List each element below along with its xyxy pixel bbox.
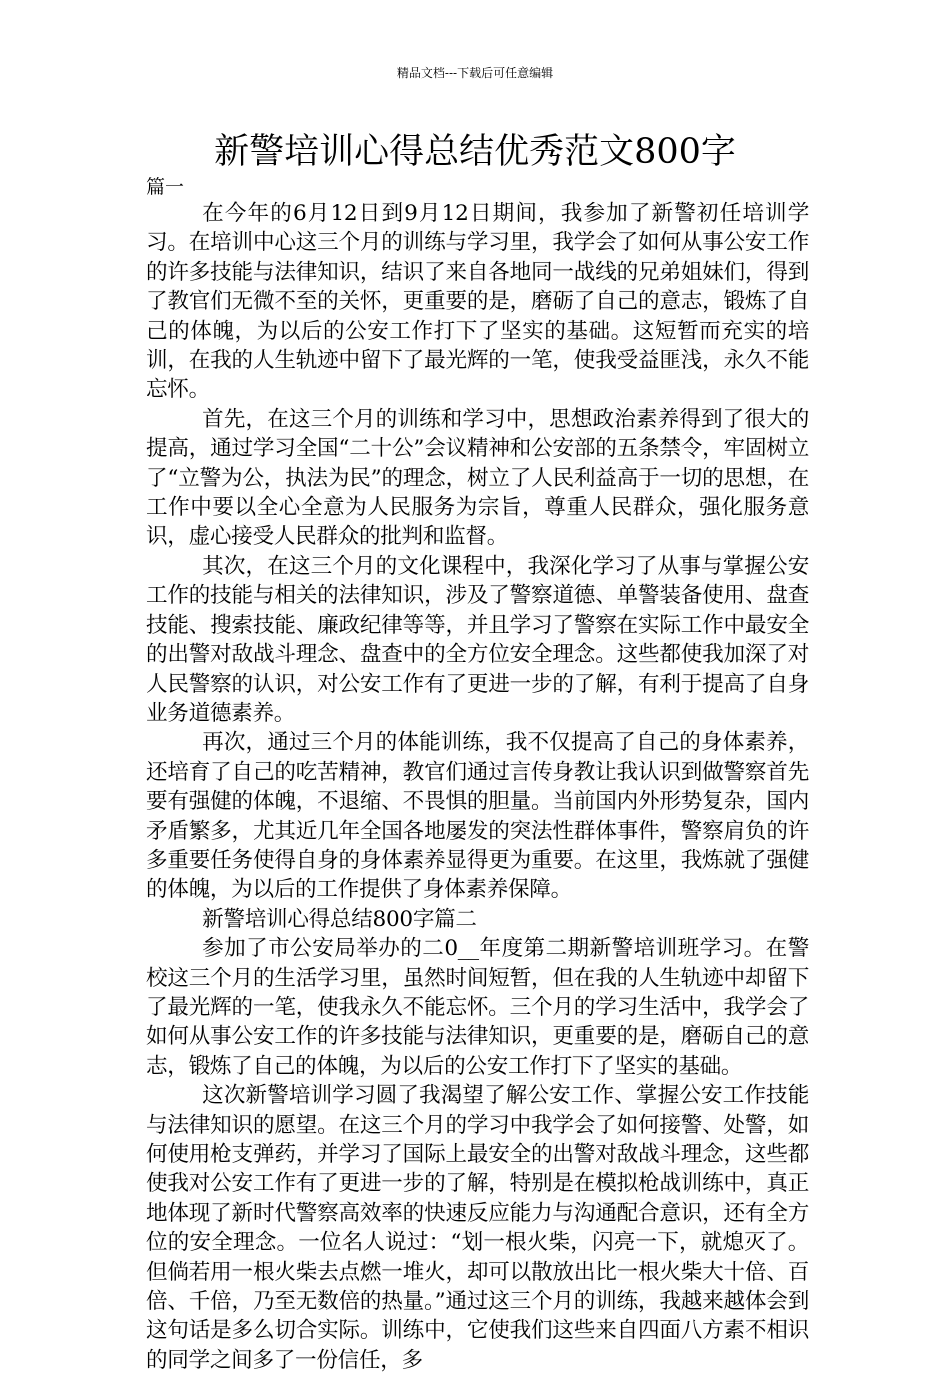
- page-header: 精品文档---下载后可任意编辑: [396, 66, 554, 80]
- paragraph: 这次新警培训学习圆了我渴望了解公安工作、掌握公安工作技能与法律知识的愿望。在这三个月的学习中我学会了如何接警、处警，如何使用枪支弹药，并学习了国际上最安全的出警对敌战斗理念，这些都使我对公安工作有了更进一步的了解，特别是在模拟枪战训练中，真正地体现了新时代警察高效率的快速反应能力与沟通配合意识，还有全方位的安全理念。一位名人说过：“划一根火柴，闪亮一下，就熄灭了。但倘若用一根火柴去点燃一堆火，却可以散放出比一根火柴大十倍、百倍、千倍，乃至无数倍的热量。”通过这三个月的训练，我越来越体会到这句话是多么切合实际。训练中，它使我们这些来自四面八方素不相识的同学之间多了一份信任，多: [146, 1083, 809, 1373]
- paragraph: 首先，在这三个月的训练和学习中，思想政治素养得到了很大的提高，通过学习全国“二十公”会议精神和公安部的五条禁令，牢固树立了“立警为公，执法为民”的理念，树立了人民利益高于一切的思想，在工作中要以全心全意为人民服务为宗旨，尊重人民群众，强化服务意识，虚心接受人民群众的批判和监督。: [146, 406, 809, 550]
- paragraph: 参加了市公安局举办的二0__年度第二期新警培训班学习。在警校这三个月的生活学习里，虽然时间短暂，但在我的人生轨迹中却留下了最光辉的一笔，使我永久不能忘怀。三个月的学习生活中，我学会了如何从事公安工作的许多技能与法律知识，更重要的是，磨砺自己的意志，锻炼了自己的体魄，为以后的公安工作打下了坚实的基础。: [146, 936, 809, 1079]
- section-subheading: 新警培训心得总结800字篇二: [202, 906, 477, 932]
- paragraph: 在今年的6月12日到9月12日期间，我参加了新警初任培训学习。在培训中心这三个月的训练与学习里，我学会了如何从事公安工作的许多技能与法律知识，结识了来自各地同一战线的兄弟姐妹们，得到了教官们无微不至的关怀，更重要的是，磨砺了自己的意志，锻炼了自己的体魄，为以后的公安工作打下了坚实的基础。这短暂而充实的培训，在我的人生轨迹中留下了最光辉的一笔，使我受益匪浅，永久不能忘怀。: [146, 201, 809, 403]
- paragraph: 其次，在这三个月的文化课程中，我深化学习了从事与掌握公安工作的技能与相关的法律知识，涉及了警察道德、单警装备使用、盘查技能、搜索技能、廉政纪律等等，并且学习了警察在实际工作中最安全的出警对敌战斗理念、盘查中的全方位安全理念。这些都使我加深了对人民警察的认识，对公安工作有了更进一步的了解，有利于提高了自身业务道德素养。: [146, 553, 809, 726]
- document-title: 新警培训心得总结优秀范文800字: [214, 132, 736, 172]
- paragraph: 再次，通过三个月的体能训练，我不仅提高了自己的身体素养，还培育了自己的吃苦精神，教官们通过言传身教让我认识到做警察首先要有强健的体魄，不退缩、不畏惧的胆量。当前国内外形势复杂，国内矛盾繁多，尤其近几年全国各地屡发的突法性群体事件，警察肩负的许多重要任务使得自身的身体素养显得更为重要。在这里，我炼就了强健的体魄，为以后的工作提供了身体素养保障。: [146, 730, 809, 903]
- section-label: 篇一: [146, 176, 185, 198]
- body-text: [146, 199, 809, 1375]
